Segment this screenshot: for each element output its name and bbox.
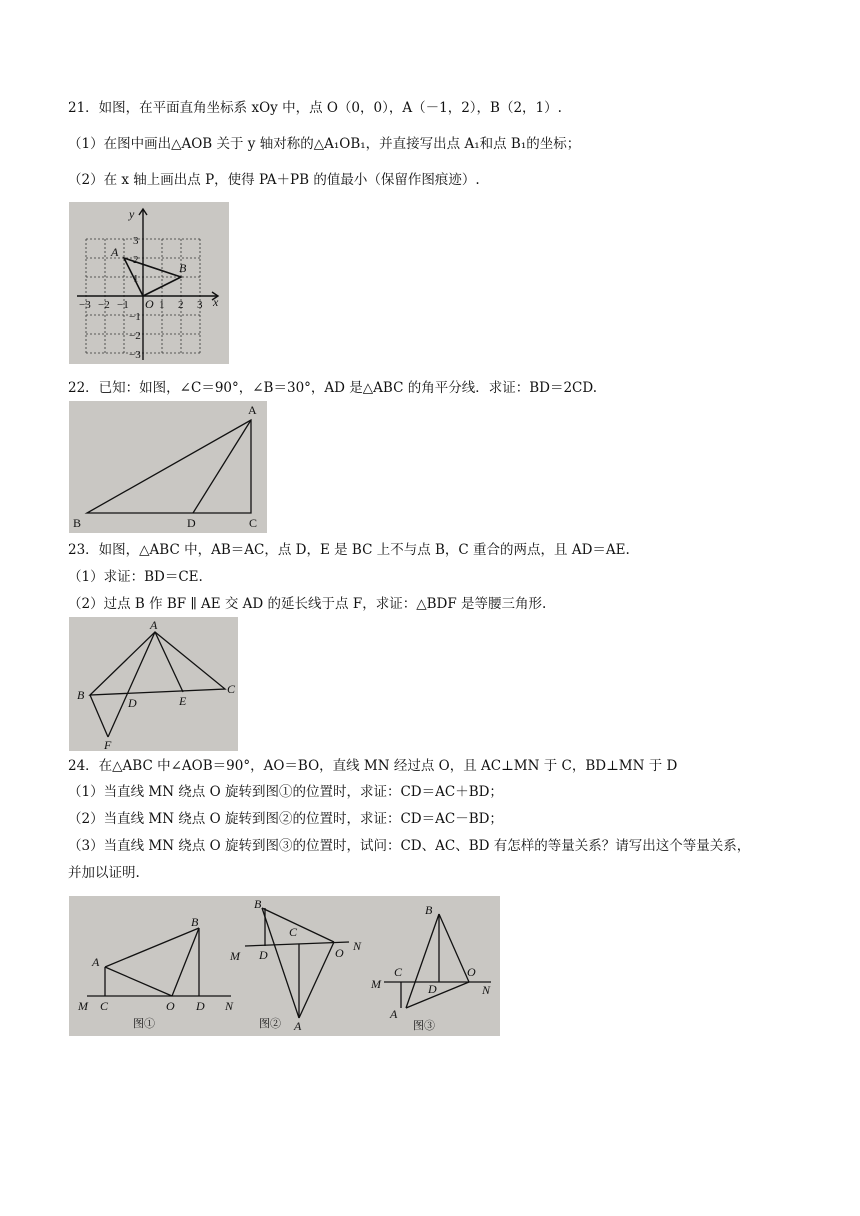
point-n-label: N: [353, 939, 362, 953]
point-b-label: B: [254, 897, 262, 911]
y-tick: 1: [133, 273, 139, 285]
point-d-label: D: [196, 999, 205, 1013]
x-tick: 3: [197, 299, 203, 311]
line-oa: [299, 942, 334, 1018]
figure-2-caption: 图②: [259, 1018, 281, 1030]
point-d-label: D: [128, 696, 137, 710]
point-c-label: C: [100, 999, 109, 1013]
point-o-label: O: [166, 999, 175, 1013]
point-c-label: C: [394, 965, 403, 979]
q21-part2: （2）在 x 轴上画出点 P，使得 PA＋PB 的值最小（保留作图痕迹）.: [68, 172, 480, 188]
y-tick: 2: [133, 254, 139, 266]
point-e-label: E: [179, 694, 187, 708]
point-f-label: F: [104, 738, 112, 751]
point-b-label: B: [191, 915, 199, 929]
q24-figures: [69, 896, 500, 1036]
line-bf: [90, 695, 108, 737]
point-a-label: A: [390, 1007, 398, 1021]
point-a-label: A: [150, 618, 158, 632]
q24-part2: （2）当直线 MN 绕点 O 旋转到图②的位置时，求证：CD＝AC－BD；: [68, 811, 503, 827]
point-n-label: N: [225, 999, 234, 1013]
x-label: x: [213, 295, 219, 309]
q24-part1: （1）当直线 MN 绕点 O 旋转到图①的位置时，求证：CD＝AC＋BD；: [68, 784, 503, 800]
point-b-label: B: [179, 261, 187, 275]
x-tick: 1: [159, 299, 165, 311]
q23-part1: （1）求证：BD＝CE.: [68, 569, 203, 585]
point-n-label: N: [482, 983, 491, 997]
q24-part3-continued: 并加以证明.: [68, 865, 140, 881]
line-af: [108, 632, 155, 737]
point-d-label: D: [428, 982, 437, 996]
q23-part2: （2）过点 B 作 BF ∥ AE 交 AD 的延长线于点 F，求证：△BDF 是等腰三角形.: [68, 596, 547, 612]
figure-1-caption: 图①: [133, 1018, 155, 1030]
y-tick: −1: [129, 311, 141, 323]
origin-label: O: [145, 297, 154, 311]
q24-figure-2: [229, 897, 362, 1033]
point-a-label: A: [92, 955, 100, 969]
q22-triangle-figure: [69, 401, 267, 533]
y-tick: −3: [129, 349, 141, 361]
q24-part3: （3）当直线 MN 绕点 O 旋转到图③的位置时，试问：CD、AC、BD 有怎样的等量关系？请写出这个等量关系，: [68, 838, 751, 854]
point-c-label: C: [289, 925, 298, 939]
bisector-ad: [193, 420, 251, 513]
q24-stem: 24．在△ABC 中∠AOB＝90°，AO＝BO，直线 MN 经过点 O，且 AC⊥MN 于 C，BD⊥MN 于 D: [68, 758, 678, 774]
point-m-label: M: [78, 999, 88, 1013]
q22-stem: 22．已知：如图，∠C＝90°，∠B＝30°，AD 是△ABC 的角平分线．求证：BD＝2CD.: [68, 380, 597, 396]
line-ae: [155, 632, 183, 692]
x-tick: −3: [79, 299, 91, 311]
point-m-label: M: [230, 949, 240, 963]
point-o-label: O: [335, 946, 344, 960]
triangle-abc: [87, 420, 251, 513]
triangle-abc: [90, 632, 225, 695]
point-c-label: C: [227, 682, 236, 696]
point-b-label: B: [73, 516, 82, 530]
point-d-label: D: [259, 948, 268, 962]
line-ao: [406, 982, 469, 1008]
point-a-label: A: [294, 1019, 302, 1033]
x-tick: −1: [117, 299, 129, 311]
line-bo: [439, 914, 469, 982]
q21-coordinate-figure: [69, 202, 229, 364]
y-label: y: [129, 207, 135, 221]
point-d-label: D: [187, 516, 196, 530]
line-ao: [105, 967, 172, 996]
point-o-label: O: [467, 965, 476, 979]
q24-figure-3: [370, 903, 491, 1032]
point-a-label: A: [248, 403, 257, 417]
point-m-label: M: [371, 977, 381, 991]
line-bo: [262, 908, 334, 942]
x-tick: −2: [98, 299, 110, 311]
y-tick: 3: [133, 235, 139, 247]
point-a-label: A: [111, 245, 119, 259]
point-b-label: B: [425, 903, 433, 917]
q23-stem: 23．如图，△ABC 中，AB＝AC，点 D，E 是 BC 上不与点 B，C 重合的两点，且 AD＝AE.: [68, 542, 630, 558]
x-tick: 2: [178, 299, 184, 311]
q24-figure-1: [77, 915, 234, 1030]
q21-part1: （1）在图中画出△AOB 关于 y 轴对称的△A₁OB₁，并直接写出点 A₁和点 B₁的坐标；: [68, 136, 581, 152]
figure-3-caption: 图③: [413, 1020, 435, 1032]
line-ab: [105, 928, 199, 967]
q21-stem: 21．如图，在平面直角坐标系 xOy 中，点 O（0，0），A（－1，2），B（2，1）.: [68, 100, 562, 116]
point-c-label: C: [249, 516, 258, 530]
y-tick: −2: [129, 330, 141, 342]
point-b-label: B: [77, 688, 85, 702]
q23-figure: [69, 617, 238, 751]
